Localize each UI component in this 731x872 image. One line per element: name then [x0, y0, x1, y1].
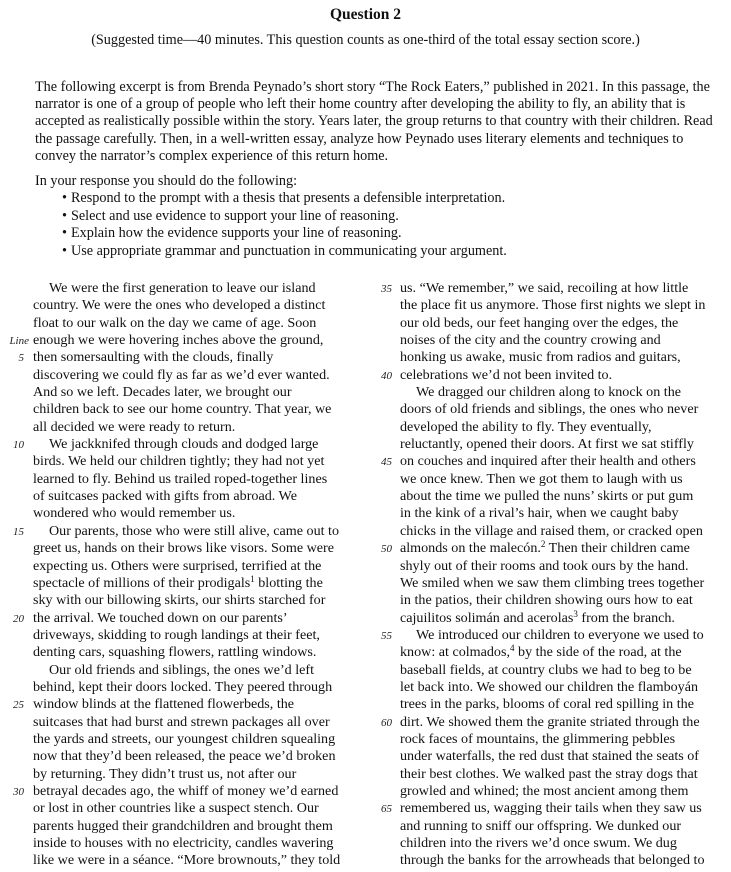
passage-line [33, 575, 358, 592]
passage-line [9, 332, 358, 349]
passage-line [400, 558, 725, 575]
passage-line-text: enough we were hovering inches above the ground, [33, 332, 324, 349]
passage-line [400, 471, 725, 488]
line-number: 35 [381, 283, 392, 295]
passage-line-text: country. We were the ones who developed a distinct [33, 297, 326, 314]
passage-line-text: honking us awake, music from radios and guitars, [400, 349, 681, 366]
passage-line [400, 332, 725, 349]
passage-line-text: float to our walk on the day we came of age. Soon [33, 314, 317, 331]
passage-line [33, 679, 358, 696]
passage-line [400, 696, 725, 713]
passage-line-text: driveways, skidding to rough landings at their feet, [33, 626, 320, 643]
line-number: 50 [381, 543, 392, 556]
passage-line [33, 644, 358, 661]
passage-line-text: dirt. We showed them the granite striated through the [400, 713, 700, 730]
passage-line-text: our old beds, our feet hanging over the edges, the [400, 314, 679, 331]
passage-line [400, 644, 725, 661]
passage-line-text: noises of the city and the country crowing and [400, 332, 661, 349]
passage-line [13, 782, 358, 800]
passage-line [400, 679, 725, 696]
passage-line [33, 835, 358, 852]
passage-line-text: through the banks for the arrowheads that belonged to [400, 852, 705, 869]
passage-line [33, 505, 358, 522]
passage-line-text: wondered who would remember us. [33, 505, 236, 522]
passage-line [33, 419, 358, 436]
passage-column-left [9, 280, 358, 870]
question-title: Question 2 [329, 6, 402, 23]
passage-line-text: growled and whined; the most ancient among them [400, 782, 689, 799]
passage-line-text: the yards and streets, our youngest children squealing [33, 730, 336, 747]
passage-line-text: all decided we were ready to return. [33, 418, 236, 435]
passage-line-text: the place fit us anymore. Those first nights we slept in [400, 297, 706, 314]
line-number: 65 [381, 803, 392, 816]
passage-line-text: from the branch. [577, 609, 675, 626]
passage-line [400, 384, 725, 401]
passage-line-text: and running to sniff our offspring. We dunked our [400, 817, 682, 834]
passage-line [33, 714, 358, 731]
passage-line-text: denting cars, squashing flowers, rattling windows. [33, 644, 317, 661]
passage-line-text: almonds on the malecón. [400, 540, 541, 557]
passage-line-text: learned to fly. Behind us trailed roped-together lines [33, 470, 328, 487]
passage-line-text: under waterfalls, the red dust that stained the seats of [400, 748, 700, 765]
passage-line [33, 384, 358, 401]
passage-line-text: know: at colmados, [400, 644, 510, 661]
response-instructions-lead: In your response you should do the following: [35, 173, 298, 189]
passage-line-text: remembered us, wagging their tails when they saw us [400, 800, 702, 817]
passage-line [400, 731, 725, 748]
passage-line-text: We jackknifed through clouds and dodged large [49, 436, 319, 453]
passage-line-text: doors of old friends and siblings, the ones who never [400, 401, 699, 418]
passage-line [33, 280, 358, 297]
passage-line [33, 592, 358, 609]
passage-line-text: the arrival. We touched down on our parents’ [33, 609, 288, 626]
passage-line-text: Our parents, those who were still alive, came out to [49, 522, 340, 539]
footnote-marker: 4 [510, 643, 515, 654]
passage-line [400, 349, 725, 366]
passage-line-text: by returning. They didn’t trust us, not after our [33, 765, 297, 782]
passage-line-text: Our old friends and siblings, the ones we’d left [49, 661, 314, 678]
line-number: 45 [381, 456, 392, 469]
passage-line-text: And so we left. Decades later, we brought our [33, 384, 292, 401]
response-requirements-list [62, 190, 722, 260]
passage-line-text: baseball fields, at country clubs we had to beg to be [400, 661, 692, 678]
passage-line [381, 280, 725, 297]
passage-line [381, 713, 725, 731]
passage-line [33, 297, 358, 314]
line-number: 25 [13, 699, 24, 712]
line-number: 55 [381, 629, 392, 642]
passage-line [400, 662, 725, 679]
passage-line [400, 852, 725, 869]
passage-line-text: in the patios, their children showing ours how to eat [400, 592, 693, 609]
passage-line-text: about the time we pulled the nuns’ skirts or put gum [400, 488, 694, 505]
passage-line [400, 488, 725, 505]
passage-line [33, 488, 358, 505]
passage-line [400, 783, 725, 800]
passage-line-text: trees in the parks, blooms of coral red spilling in the [400, 696, 694, 713]
passage-line-text: Then their children came [545, 540, 690, 557]
passage-line [400, 419, 725, 436]
passage-line-text: by the side of the road, at the [514, 644, 682, 661]
passage-line-text: their best clothes. We walked past the stray dogs that [400, 765, 698, 782]
passage-line-text: of suitcases packed with gifts from abroad. We [33, 488, 297, 505]
passage-line-text: spectacle of millions of their prodigals [33, 574, 251, 591]
passage-line-text: reluctantly, opened their doors. At first we sat stiffly [400, 436, 694, 453]
passage-line [33, 662, 358, 679]
passage-line-text: like we were in a séance. “More brownouts,” they told [33, 852, 341, 869]
passage-line-text: betrayal decades ago, the whiff of money we’d earned [33, 782, 339, 799]
footnote-marker: 3 [573, 608, 578, 619]
passage-line-text: let back into. We showed our children the flamboyán [400, 678, 699, 695]
passage-line-text: expecting us. Others were surprised, terrified at the [33, 557, 322, 574]
passage-line [400, 436, 725, 453]
passage-line-text: We were the first generation to leave our island [49, 280, 316, 296]
passage-line [13, 609, 358, 627]
passage-line [13, 696, 358, 713]
passage-line [33, 766, 358, 783]
passage-line-text: suitcases that had burst and strewn packages all over [33, 713, 330, 730]
passage-line [33, 540, 358, 557]
passage-line [400, 505, 725, 522]
passage-line-text: blotting the [254, 574, 323, 591]
passage-line [400, 818, 725, 835]
passage-line [400, 297, 725, 314]
passage-line [381, 366, 725, 384]
line-number: 20 [13, 612, 24, 625]
line-label: Line [9, 335, 29, 348]
passage-line [400, 748, 725, 765]
passage-line-text: us. “We remember,” we said, recoiling at how little [400, 280, 689, 296]
passage-line [33, 818, 358, 835]
passage-line [381, 539, 725, 557]
passage-line [400, 315, 725, 332]
passage-line [33, 315, 358, 332]
passage-line-text: we once knew. Then we got them to laugh with us [400, 470, 683, 487]
passage-line-text: greet us, hands on their brows like visors. Some were [33, 540, 334, 557]
passage-line [381, 626, 725, 644]
requirement-item: • Select and use evidence to support your line of reasoning. [62, 208, 722, 226]
passage-line [33, 471, 358, 488]
passage-line-text: chicks in the village and raised them, or cracked open [400, 522, 703, 539]
passage-line-text: window blinds at the flattened flowerbeds, the [33, 696, 295, 713]
passage-line-text: sky with our billowing skirts, our shirts starched for [33, 592, 326, 609]
passage-line [33, 453, 358, 470]
passage-line-text: then somersaulting with the clouds, finally [33, 349, 274, 366]
passage-line [381, 453, 725, 470]
footnote-marker: 1 [250, 573, 255, 584]
passage-line-text: birds. We held our children tightly; they had not yet [33, 453, 325, 470]
passage-line [33, 731, 358, 748]
passage-line-text: or lost in other countries like a suspect stench. Our [33, 800, 319, 817]
passage-line [33, 748, 358, 765]
prompt-intro [35, 79, 725, 165]
line-number: 60 [381, 716, 392, 729]
passage-line [33, 558, 358, 575]
passage-line [400, 575, 725, 592]
passage-line [33, 367, 358, 384]
passage-line [400, 523, 725, 540]
line-number: 15 [13, 525, 24, 538]
passage-line [400, 401, 725, 418]
passage-line-text: celebrations we’d not been invited to. [400, 366, 613, 383]
passage-line-text: now that they’d been released, the peace we’d broken [33, 748, 336, 765]
passage-line-text: We introduced our children to everyone we used to [416, 626, 704, 643]
passage-line [400, 835, 725, 852]
prompt-intro-text: The following excerpt is from Brenda Peynado’s short story “The Rock Eaters,” published in 2021. In this passage, the narrator is one of a group of people who left their home country after developing the ability to fly, an ability that is accepted as realistically possible within the story. Years later, the group returns to that country with their children. Read the passage carefully. Then, in a well-written essay, analyze how Peynado uses literary elements and techniques to convey the narrator’s complex experience of this return home. [35, 79, 713, 164]
requirement-item: • Use appropriate grammar and punctuation in communicating your argument. [62, 243, 722, 261]
passage-line [33, 401, 358, 418]
passage-line-text: cajuilitos solimán and acerolas [400, 609, 574, 626]
passage-line [13, 436, 358, 453]
passage-line-text: shyly out of their rooms and took ours by the hand. [400, 557, 689, 574]
passage-line-text: children into the rivers we’d once swum. We dug [400, 835, 677, 851]
passage-line [33, 852, 358, 869]
passage-line-text: in the kink of a rival’s hair, when we caught baby [400, 505, 679, 522]
passage-line-text: rock faces of mountains, the glimmering pebbles [400, 730, 676, 747]
passage-line-text: on couches and inquired after their health and others [400, 453, 696, 470]
passage-line-text: We dragged our children along to knock on the [416, 384, 682, 401]
passage-line-text: parents hugged their grandchildren and brought them [33, 817, 333, 834]
passage-line-text: We smiled when we saw them climbing trees together [400, 574, 705, 591]
passage-line-text: inside to houses with no electricity, candles wavering [33, 835, 334, 851]
passage-line [13, 522, 358, 540]
passage-line-text: discovering we could fly as far as we’d ever wanted. [33, 366, 330, 383]
requirement-item: • Explain how the evidence supports your line of reasoning. [62, 225, 722, 243]
passage-line-text: developed the ability to fly. They eventually, [400, 418, 652, 435]
footnote-marker: 2 [540, 539, 546, 550]
line-number: 40 [381, 369, 392, 382]
suggested-time-note: (Suggested time—40 minutes. This question counts as one-third of the total essay section score.) [91, 32, 640, 48]
requirement-item: • Respond to the prompt with a thesis that presents a defensible interpretation. [62, 190, 722, 208]
passage-line [400, 592, 725, 609]
passage-line [381, 800, 725, 817]
line-number: 5 [18, 352, 24, 365]
passage-line [18, 349, 358, 366]
passage-line [33, 800, 358, 817]
passage-line-text: children back to see our home country. That year, we [33, 401, 332, 418]
passage-column-right [381, 280, 725, 870]
passage-line-text: behind, kept their doors locked. They peered through [33, 678, 333, 695]
passage-line [400, 610, 725, 627]
passage-line [33, 627, 358, 644]
passage-line [400, 766, 725, 783]
line-number: 30 [13, 785, 24, 798]
line-number: 10 [13, 439, 24, 452]
